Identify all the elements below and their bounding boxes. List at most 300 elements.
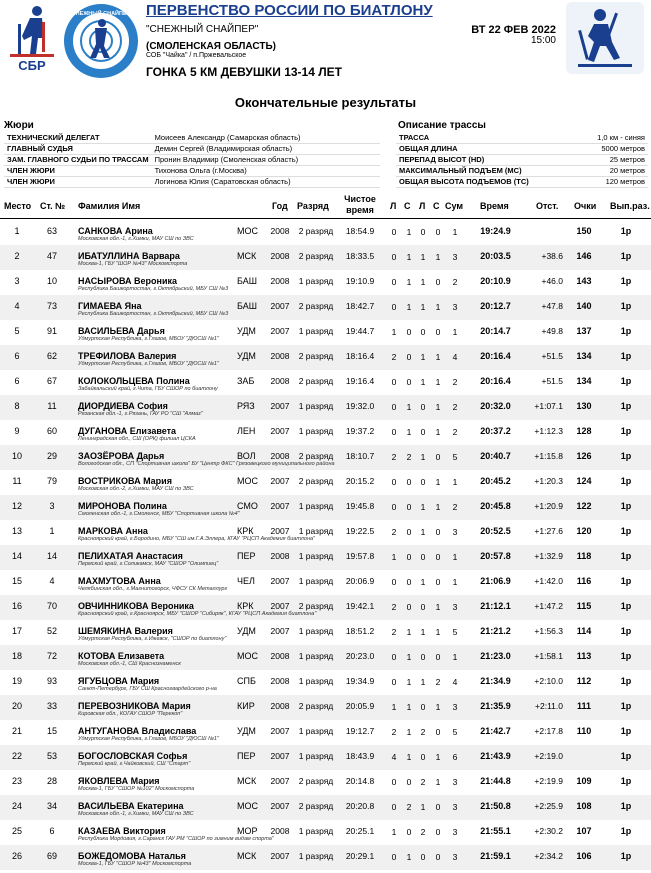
event-date: ВТ 22 ФЕВ 2022 xyxy=(471,24,556,36)
cell-region: ЧЕЛ xyxy=(237,576,255,586)
cell-bib: 34 xyxy=(46,801,57,811)
championship-title: ПЕРВЕНСТВО РОССИИ ПО БИАТЛОНУ xyxy=(146,2,433,19)
jury-member: Логинова Юлия (Саратовская область) xyxy=(152,177,380,188)
cell-year: 2007 xyxy=(270,751,290,761)
course-table xyxy=(396,133,648,188)
cell-sum: 5 xyxy=(452,627,458,637)
cell-club: Московская обл.-1, г.Химки, МАУ СШ по ЗВС xyxy=(78,236,194,242)
course-row xyxy=(396,144,648,155)
cell-shoot-2: 1 xyxy=(406,677,412,687)
cell-club: Удмуртская Республика, г.Ижевск, "СШОР по биатлону" xyxy=(78,636,227,642)
cell-rank: 1 разряд xyxy=(298,751,334,761)
cell-shoot-3: 0 xyxy=(420,752,426,762)
table-row xyxy=(0,570,651,595)
cell-bib: 93 xyxy=(46,676,57,686)
cell-behind: +2:25.9 xyxy=(534,801,563,811)
cell-shoot-3: 0 xyxy=(420,227,426,237)
cell-bib: 79 xyxy=(46,476,57,486)
cell-shoot-1: 0 xyxy=(391,852,397,862)
cell-behind: +51.5 xyxy=(541,376,563,386)
cell-shoot-4: 1 xyxy=(435,602,441,612)
cell-name: АНТУГАНОВА Владислава xyxy=(78,726,197,736)
jury-member: Пронин Владимир (Смоленская область) xyxy=(152,155,380,166)
table-row xyxy=(0,770,651,795)
cell-time: 20:40.7 xyxy=(480,451,511,461)
table-row xyxy=(0,445,651,470)
cell-year: 2008 xyxy=(270,826,290,836)
cell-name: ЗАОЗЁРОВА Дарья xyxy=(78,451,165,461)
course-row xyxy=(396,155,648,166)
cell-region: УДМ xyxy=(237,726,256,736)
cell-name: ЯКОВЛЕВА Мария xyxy=(78,776,160,786)
cell-name: САНКОВА Арина xyxy=(78,226,153,236)
event-region: (СМОЛЕНСКАЯ ОБЛАСТЬ) xyxy=(146,41,277,52)
cell-shoot-2: 1 xyxy=(406,752,412,762)
cell-net-time: 20:25.1 xyxy=(345,826,375,836)
cell-name: ТРЕФИЛОВА Валерия xyxy=(78,351,177,361)
cell-shoot-1: 1 xyxy=(391,327,397,337)
cell-place: 11 xyxy=(12,476,22,486)
cell-rank: 1 разряд xyxy=(298,851,334,861)
course-value: 5000 метров xyxy=(576,144,648,155)
cell-name: ОВЧИННИКОВА Вероника xyxy=(78,601,194,611)
cell-time: 21:06.9 xyxy=(480,576,511,586)
table-row xyxy=(0,820,651,845)
cell-rank-qualified: 1р xyxy=(620,276,632,286)
cell-shoot-3: 1 xyxy=(420,277,426,287)
cell-region: КРК xyxy=(237,526,254,536)
cell-shoot-3: 2 xyxy=(420,727,426,737)
sbr-logo-text: СБР xyxy=(18,58,46,72)
cell-shoot-3: 0 xyxy=(420,652,426,662)
cell-bib: 6 xyxy=(49,826,55,836)
cell-shoot-3: 0 xyxy=(420,552,426,562)
cell-shoot-2: 1 xyxy=(406,402,412,412)
cell-shoot-4: 0 xyxy=(435,852,441,862)
jury-title: Жюри xyxy=(4,120,34,131)
cell-shoot-4: 0 xyxy=(435,552,441,562)
cell-net-time: 18:43.9 xyxy=(345,751,375,761)
cell-net-time: 20:14.8 xyxy=(345,776,375,786)
table-row xyxy=(0,295,651,320)
cell-shoot-3: 1 xyxy=(420,577,426,587)
cell-shoot-4: 1 xyxy=(435,777,441,787)
cell-sum: 3 xyxy=(452,252,458,262)
cell-place: 12 xyxy=(11,501,22,511)
cell-region: МОР xyxy=(237,826,258,836)
cell-year: 2007 xyxy=(270,301,290,311)
cell-region: БАШ xyxy=(237,301,257,311)
cell-shoot-3: 0 xyxy=(420,402,426,412)
cell-shoot-4: 1 xyxy=(435,477,441,487)
jury-role: ГЛАВНЫЙ СУДЬЯ xyxy=(4,144,152,155)
cell-sum: 3 xyxy=(452,527,458,537)
cell-shoot-1: 0 xyxy=(391,477,397,487)
cell-time: 20:12.7 xyxy=(480,301,511,311)
cell-name: КОТОВА Елизавета xyxy=(78,651,165,661)
cell-shoot-4: 1 xyxy=(435,627,441,637)
cell-bib: 67 xyxy=(46,376,57,386)
cell-sum: 3 xyxy=(452,777,458,787)
cell-club: Республика Башкортостан, г.Октябрьский, МБУ СШ №3 xyxy=(78,311,229,317)
cell-region: МОС xyxy=(237,651,258,661)
cell-shoot-2: 1 xyxy=(406,702,412,712)
cell-region: ПЕР xyxy=(237,751,256,761)
cell-net-time: 18:16.4 xyxy=(345,351,375,361)
cell-club: Республика Башкортостан, г.Октябрьский, МБУ СШ №3 xyxy=(78,286,229,292)
cell-year: 2007 xyxy=(270,576,290,586)
cell-rank-qualified: 1р xyxy=(620,376,632,386)
jury-row xyxy=(4,155,380,166)
cell-year: 2008 xyxy=(270,451,290,461)
cell-shoot-1: 2 xyxy=(391,352,397,362)
cell-points: 126 xyxy=(576,451,592,461)
jury-row xyxy=(4,166,380,177)
cell-sum: 4 xyxy=(452,677,458,687)
cell-time: 21:44.8 xyxy=(480,776,511,786)
course-key: МАКСИМАЛЬНЫЙ ПОДЪЕМ (MC) xyxy=(396,166,576,177)
course-row xyxy=(396,166,648,177)
cell-region: МОС xyxy=(237,801,258,811)
jury-role: ЗАМ. ГЛАВНОГО СУДЬИ ПО ТРАССАМ xyxy=(4,155,152,166)
cell-rank: 1 разряд xyxy=(298,576,334,586)
cell-shoot-4: 1 xyxy=(435,702,441,712)
cell-bib: 14 xyxy=(46,551,57,561)
table-row xyxy=(0,795,651,820)
cell-rank-qualified: 1р xyxy=(620,676,632,686)
cell-region: МСК xyxy=(237,251,257,261)
cell-club: Красноярский край, г.Бородино, МБУ "СШ им.Г.А.Эллера, КГАУ "РЦСП Академия биатлона" xyxy=(78,536,315,542)
cell-behind: +2:11.0 xyxy=(535,701,563,711)
cell-bib: 63 xyxy=(46,226,57,236)
cell-time: 21:21.2 xyxy=(480,626,511,636)
cell-place: 17 xyxy=(11,626,22,636)
col-time: Время xyxy=(480,201,509,211)
cell-region: КРК xyxy=(237,601,254,611)
cell-shoot-4: 0 xyxy=(435,827,441,837)
course-key: ПЕРЕПАД ВЫСОТ (HD) xyxy=(396,155,576,166)
cell-shoot-2: 0 xyxy=(406,477,412,487)
col-s3: Л xyxy=(419,201,426,211)
cell-net-time: 18:33.5 xyxy=(345,251,375,261)
col-rank-q: Вып.раз. xyxy=(610,201,650,211)
cell-bib: 11 xyxy=(47,401,57,411)
cell-shoot-3: 1 xyxy=(420,677,426,687)
results-header xyxy=(0,194,651,219)
cell-time: 21:12.1 xyxy=(480,601,511,611)
cell-behind: +1:20.3 xyxy=(534,476,563,486)
cell-shoot-1: 0 xyxy=(391,652,397,662)
col-s1: Л xyxy=(390,201,397,211)
table-row xyxy=(0,670,651,695)
cell-points: 113 xyxy=(576,651,592,661)
cell-net-time: 19:12.7 xyxy=(345,726,375,736)
cell-shoot-4: 1 xyxy=(435,377,441,387)
cell-bib: 33 xyxy=(46,701,57,711)
cell-time: 20:45.2 xyxy=(480,476,511,486)
cell-rank: 1 разряд xyxy=(298,651,334,661)
cell-club: Республика Мордовия, г.Саранск ГАУ РМ "СШОР по зимним видам спорта" xyxy=(78,836,274,842)
cell-name: МАРКОВА Анна xyxy=(78,526,148,536)
cell-net-time: 18:51.2 xyxy=(345,626,375,636)
table-row xyxy=(0,720,651,745)
cell-points: 111 xyxy=(576,701,592,711)
jury-member: Моисеев Александр (Самарская область) xyxy=(152,133,380,144)
cell-behind: +49.8 xyxy=(541,326,563,336)
cell-rank: 1 разряд xyxy=(298,501,334,511)
cell-shoot-1: 1 xyxy=(391,827,397,837)
course-key: ОБЩАЯ ДЛИНА xyxy=(396,144,576,155)
cell-time: 20:16.4 xyxy=(480,376,511,386)
cell-time: 19:24.9 xyxy=(480,226,511,236)
cell-place: 3 xyxy=(14,276,20,286)
cell-bib: 91 xyxy=(46,326,57,336)
cell-shoot-2: 0 xyxy=(406,577,412,587)
table-row xyxy=(0,470,651,495)
cell-behind: +2:34.2 xyxy=(534,851,563,861)
cell-behind: +1:15.8 xyxy=(534,451,563,461)
cell-bib: 10 xyxy=(46,276,57,286)
cell-bib: 29 xyxy=(46,451,57,461)
cell-shoot-4: 0 xyxy=(435,527,441,537)
cell-rank-qualified: 1р xyxy=(620,551,632,561)
cell-net-time: 20:23.0 xyxy=(345,651,375,661)
cell-year: 2007 xyxy=(270,501,290,511)
cell-shoot-3: 0 xyxy=(420,477,426,487)
cell-name: ИБАТУЛЛИНА Варвара xyxy=(78,251,180,261)
cell-shoot-4: 1 xyxy=(435,352,441,362)
cell-shoot-2: 1 xyxy=(406,852,412,862)
table-row xyxy=(0,845,651,870)
cell-place: 21 xyxy=(11,726,22,736)
table-row xyxy=(0,220,651,245)
cell-shoot-2: 0 xyxy=(406,527,412,537)
cell-rank-qualified: 1р xyxy=(620,726,632,736)
cell-shoot-1: 0 xyxy=(391,777,397,787)
cell-shoot-4: 1 xyxy=(435,302,441,312)
table-row xyxy=(0,745,651,770)
cell-region: МОС xyxy=(237,226,258,236)
cell-behind: +2:19.0 xyxy=(534,751,563,761)
cell-shoot-2: 1 xyxy=(406,727,412,737)
cell-year: 2008 xyxy=(270,351,290,361)
cell-sum: 5 xyxy=(452,727,458,737)
cell-rank-qualified: 1р xyxy=(620,326,632,336)
cell-shoot-2: 1 xyxy=(406,227,412,237)
cell-year: 2008 xyxy=(270,701,290,711)
cell-shoot-1: 1 xyxy=(391,702,397,712)
cell-rank-qualified: 1р xyxy=(620,601,632,611)
cell-behind: +47.8 xyxy=(541,301,563,311)
course-value: 20 метров xyxy=(576,166,648,177)
table-row xyxy=(0,420,651,445)
cell-rank-qualified: 1р xyxy=(620,826,632,836)
cell-rank: 2 разряд xyxy=(298,251,334,261)
cell-club: Рязанская обл.-1, г.Рязань, ГАУ РО "СШ "Алмаз" xyxy=(78,411,203,417)
cell-points: 124 xyxy=(576,476,592,486)
cell-time: 21:34.9 xyxy=(480,676,511,686)
cell-bib: 72 xyxy=(46,651,57,661)
cell-shoot-3: 0 xyxy=(420,602,426,612)
cell-shoot-1: 1 xyxy=(391,552,397,562)
cell-net-time: 18:54.9 xyxy=(345,226,375,236)
cell-club: Московская обл.-2, г.Химки, МАУ СШ по ЗВС xyxy=(78,486,194,492)
cell-rank-qualified: 1р xyxy=(620,401,632,411)
cell-sum: 1 xyxy=(452,227,458,237)
cell-shoot-1: 2 xyxy=(391,627,397,637)
cell-behind: +51.5 xyxy=(541,351,563,361)
cell-time: 21:23.0 xyxy=(480,651,511,661)
table-row xyxy=(0,370,651,395)
course-key: ОБЩАЯ ВЫСОТА ПОДЪЕМОВ (TC) xyxy=(396,177,576,188)
cell-shoot-3: 1 xyxy=(420,302,426,312)
cell-shoot-2: 1 xyxy=(406,302,412,312)
cell-sum: 3 xyxy=(452,702,458,712)
cell-year: 2008 xyxy=(270,376,290,386)
col-s2: С xyxy=(404,201,411,211)
cell-shoot-1: 0 xyxy=(391,227,397,237)
cell-region: РЯЗ xyxy=(237,401,255,411)
cell-time: 20:57.8 xyxy=(480,551,511,561)
cell-net-time: 19:32.0 xyxy=(345,401,375,411)
cell-shoot-2: 0 xyxy=(406,777,412,787)
cell-place: 26 xyxy=(11,851,22,861)
cell-year: 2008 xyxy=(270,226,290,236)
cell-shoot-3: 1 xyxy=(420,452,426,462)
cell-shoot-2: 0 xyxy=(406,552,412,562)
col-sum: Сум xyxy=(445,201,464,211)
cell-behind: +1:32.9 xyxy=(534,551,563,561)
cell-shoot-1: 0 xyxy=(391,577,397,587)
cell-sum: 6 xyxy=(452,752,458,762)
cell-region: СМО xyxy=(237,501,258,511)
cell-shoot-4: 1 xyxy=(435,402,441,412)
cell-points: 128 xyxy=(576,426,592,436)
cell-year: 2008 xyxy=(270,676,290,686)
cell-rank-qualified: 1р xyxy=(620,226,632,236)
cell-club: Москва-1, ГБУ "ШОР №43" Москомспорта xyxy=(78,261,188,267)
cell-region: ЛЕН xyxy=(237,426,256,436)
cell-shoot-4: 0 xyxy=(435,277,441,287)
cell-year: 2007 xyxy=(270,526,290,536)
cell-net-time: 19:42.1 xyxy=(345,601,375,611)
cell-bib: 47 xyxy=(46,251,57,261)
cell-shoot-3: 1 xyxy=(420,377,426,387)
cell-club: Удмуртская Республика, г.Глазов, МБОУ "ДЮСШ №1" xyxy=(78,336,219,342)
cell-name: ДИОРДИЕВА София xyxy=(78,401,168,411)
cell-behind: +1:58.1 xyxy=(534,651,563,661)
col-year: Год xyxy=(272,201,288,211)
cell-rank-qualified: 1р xyxy=(620,801,632,811)
col-points: Очки xyxy=(574,201,597,211)
course-key: ТРАССА xyxy=(396,133,576,144)
cell-place: 15 xyxy=(11,576,22,586)
cell-rank: 1 разряд xyxy=(298,726,334,736)
table-row xyxy=(0,620,651,645)
course-value: 1,0 км - синяя xyxy=(576,133,648,144)
jury-table xyxy=(4,133,380,188)
cell-rank: 2 разряд xyxy=(298,451,334,461)
cell-sum: 1 xyxy=(452,652,458,662)
cell-shoot-1: 0 xyxy=(391,252,397,262)
cell-region: МОС xyxy=(237,476,258,486)
cell-rank: 1 разряд xyxy=(298,426,334,436)
course-value: 25 метров xyxy=(576,155,648,166)
cell-rank: 2 разряд xyxy=(298,351,334,361)
cell-behind: +1:42.0 xyxy=(534,576,563,586)
cell-time: 21:55.1 xyxy=(480,826,511,836)
cell-region: УДМ xyxy=(237,326,256,336)
cell-place: 6 xyxy=(14,376,20,386)
cell-year: 2007 xyxy=(270,801,290,811)
cell-shoot-2: 0 xyxy=(406,327,412,337)
jury-member: Демин Сергей (Владимирская область) xyxy=(152,144,380,155)
cell-points: 106 xyxy=(576,851,592,861)
cell-region: МСК xyxy=(237,851,257,861)
cell-name: МАХМУТОВА Анна xyxy=(78,576,161,586)
cell-rank-qualified: 1р xyxy=(620,426,632,436)
table-row xyxy=(0,520,651,545)
cell-name: ШЕМЯКИНА Валерия xyxy=(78,626,173,636)
cell-points: 118 xyxy=(576,551,592,561)
cell-shoot-2: 1 xyxy=(406,652,412,662)
cell-net-time: 19:37.2 xyxy=(345,426,375,436)
cell-bib: 28 xyxy=(46,776,57,786)
cell-shoot-1: 0 xyxy=(391,302,397,312)
cell-points: 150 xyxy=(576,226,592,236)
jury-row xyxy=(4,144,380,155)
cell-sum: 3 xyxy=(452,802,458,812)
cell-club: Вологодская обл., СП "Спортивная школа" БУ "Центр ФКС" Грязовецкого муниципального района xyxy=(78,461,335,467)
table-row xyxy=(0,345,651,370)
cell-rank: 2 разряд xyxy=(298,801,334,811)
cell-year: 2008 xyxy=(270,551,290,561)
cell-rank-qualified: 1р xyxy=(620,851,632,861)
cell-points: 115 xyxy=(576,601,592,611)
cell-shoot-3: 0 xyxy=(420,852,426,862)
cell-shoot-3: 2 xyxy=(420,777,426,787)
cell-points: 112 xyxy=(576,676,592,686)
cell-points: 120 xyxy=(576,526,592,536)
cell-rank: 1 разряд xyxy=(298,326,334,336)
cell-points: 130 xyxy=(576,401,592,411)
cell-rank-qualified: 1р xyxy=(620,751,632,761)
cell-shoot-4: 1 xyxy=(435,252,441,262)
cell-sum: 1 xyxy=(452,477,458,487)
cell-net-time: 20:29.1 xyxy=(345,851,375,861)
cell-place: 24 xyxy=(11,801,22,811)
cell-time: 21:50.8 xyxy=(480,801,511,811)
cell-place: 8 xyxy=(14,401,20,411)
cell-region: ВОЛ xyxy=(237,451,256,461)
cell-place: 18 xyxy=(11,651,22,661)
cell-name: МИРОНОВА Полина xyxy=(78,501,167,511)
cell-name: ВОСТРИКОВА Мария xyxy=(78,476,172,486)
cell-shoot-4: 0 xyxy=(435,227,441,237)
cell-shoot-2: 1 xyxy=(406,627,412,637)
cell-year: 2007 xyxy=(270,726,290,736)
cell-place: 19 xyxy=(11,676,22,686)
cell-sum: 1 xyxy=(452,577,458,587)
cell-sum: 3 xyxy=(452,602,458,612)
cell-rank: 1 разряд xyxy=(298,676,334,686)
race-title: ГОНКА 5 КМ ДЕВУШКИ 13-14 ЛЕТ xyxy=(146,65,342,79)
cell-bib: 52 xyxy=(46,626,57,636)
cell-behind: +1:12.3 xyxy=(534,426,563,436)
cell-behind: +1:47.2 xyxy=(534,601,563,611)
event-venue: СОБ "Чайка" / п.Пржевальское xyxy=(146,52,247,59)
cell-club: Пермский край, г.Соликамск, МАУ "СШОР "Олимпиец" xyxy=(78,561,219,567)
